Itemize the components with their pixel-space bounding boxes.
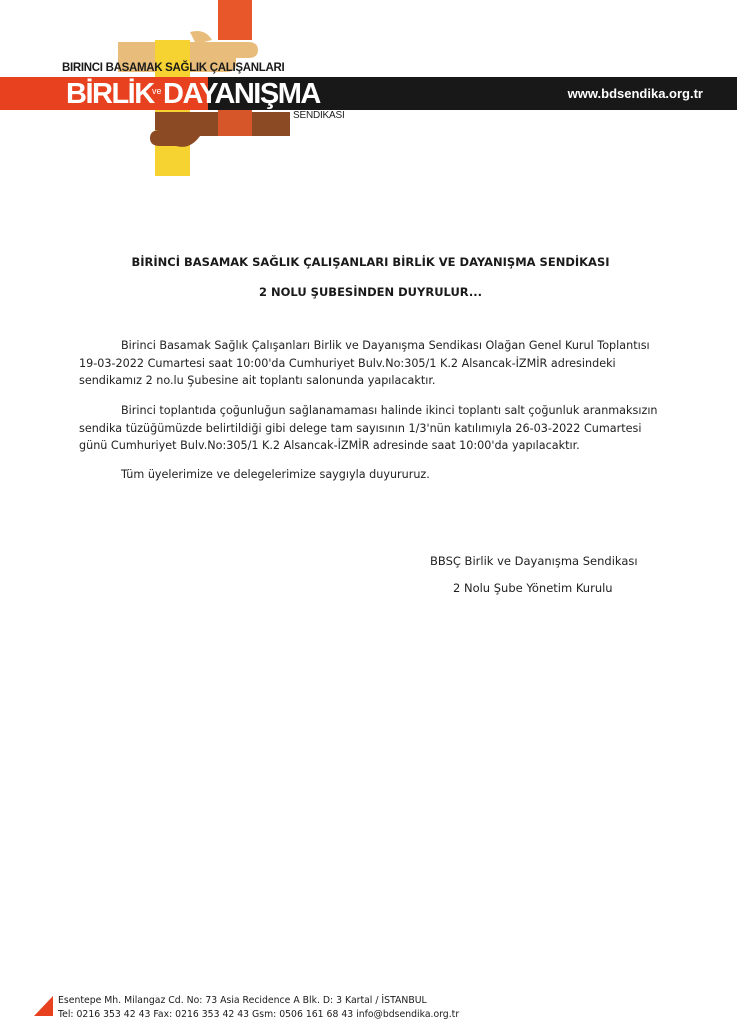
paragraph-1-line: 19-03-2022 Cumartesi saat 10:00'da Cumhuriyet Bulv.No:305/1 K.2 Alsancak-İZMİR adresindeki bbox=[79, 356, 616, 370]
brand-org-line: BIRINCI BASAMAK SAĞLIK ÇALIŞANLARI bbox=[62, 62, 285, 74]
brand-dayanisma: DAYANIŞMA bbox=[163, 78, 320, 110]
paragraph-1 bbox=[79, 337, 679, 390]
footer-triangle-icon bbox=[34, 996, 53, 1016]
orange-hand-shape bbox=[218, 0, 252, 40]
paragraph-2-line: günü Cumhuriyet Bulv.No:305/1 K.2 Alsancak-İZMİR adresinde saat 10:00'da yapılacaktır. bbox=[79, 439, 580, 452]
paragraph-3 bbox=[79, 466, 679, 484]
paragraph-1-line: Birinci Basamak Sağlık Çalışanları Birlik ve Dayanışma Sendikası Olağan Genel Kurul Toplantısı bbox=[121, 339, 650, 352]
paragraph-2 bbox=[79, 402, 679, 455]
brand-sendikasi: SENDİKASI bbox=[293, 110, 345, 121]
orange-arm-shape bbox=[218, 110, 252, 136]
paragraph-2-line: Birinci toplantıda çoğunluğun sağlanamaması halinde ikinci toplantı salt çoğunluk aranmaksızın bbox=[121, 404, 658, 417]
signature-organization: BBSÇ Birlik ve Dayanışma Sendikası bbox=[430, 554, 638, 568]
paragraph-2-line: sendika tüzüğümüzde belirtildiği gibi delege tam sayısının 1/3'nün katılımıyla 26-03-2022 Cumartesi bbox=[79, 421, 642, 435]
footer-contact: Tel: 0216 353 42 43 Fax: 0216 353 42 43 Gsm: 0506 161 68 43 info@bdsendika.org.tr bbox=[58, 1009, 460, 1020]
website-link[interactable]: www.bdsendika.org.tr bbox=[567, 86, 703, 101]
document-subheading: 2 NOLU ŞUBESİNDEN DUYRULUR... bbox=[259, 285, 482, 299]
brand-ve: ve bbox=[152, 86, 162, 96]
paragraph-3-line: Tüm üyelerimize ve delegelerimize saygıyla duyururuz. bbox=[121, 468, 430, 481]
signature-board: 2 Nolu Şube Yönetim Kurulu bbox=[453, 581, 613, 595]
brand-birlik: BİRLİK bbox=[66, 78, 154, 110]
document-heading: BİRİNCİ BASAMAK SAĞLIK ÇALIŞANLARI BİRLİK VE DAYANIŞMA SENDİKASI bbox=[131, 255, 610, 269]
paragraph-1-line: sendikamız 2 no.lu Şubesine ait toplantı salonunda yapılacaktır. bbox=[79, 374, 436, 387]
footer-address: Esentepe Mh. Milangaz Cd. No: 73 Asia Recidence A Blk. D: 3 Kartal / İSTANBUL bbox=[58, 995, 427, 1006]
